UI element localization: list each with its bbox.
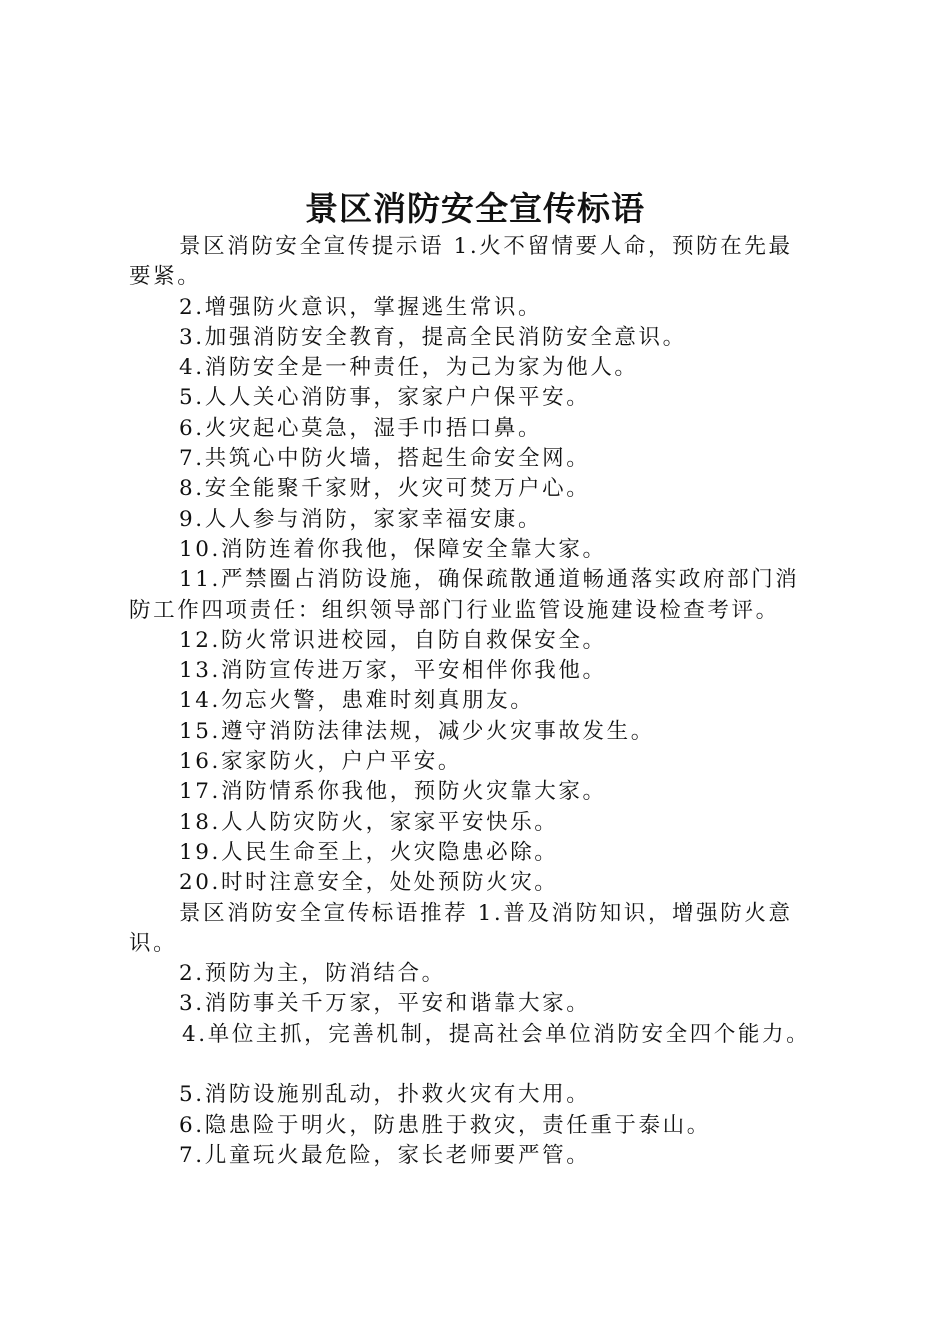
paragraph-line: 3.加强消防安全教育，提高全民消防安全意识。	[179, 324, 687, 350]
paragraph-line: 景区消防安全宣传提示语 1.火不留情要人命，预防在先最	[179, 234, 793, 259]
paragraph-line: 6.隐患险于明火，防患胜于救灾，责任重于泰山。	[179, 1112, 711, 1138]
paragraph-line: 17.消防情系你我他，预防火灾靠大家。	[179, 779, 607, 805]
paragraph-line: 8.安全能聚千家财，火灾可焚万户心。	[179, 476, 591, 502]
paragraph-line: 4.单位主抓，完善机制，提高社会单位消防安全四个能力。	[182, 1021, 811, 1047]
paragraph-line: 14.勿忘火警，患难时刻真朋友。	[179, 688, 535, 714]
paragraph-line: 4.消防安全是一种责任，为己为家为他人。	[179, 355, 639, 381]
paragraph-line: 9.人人参与消防，家家幸福安康。	[179, 506, 543, 532]
paragraph-line: 16.家家防火，户户平安。	[179, 749, 462, 775]
paragraph-line: 2.增强防火意识，掌握逃生常识。	[179, 294, 543, 320]
paragraph-line: 景区消防安全宣传标语推荐 1.普及消防知识，增强防火意	[179, 900, 793, 926]
paragraph-line: 12.防火常识进校园，自防自救保安全。	[179, 627, 607, 653]
paragraph-line: 5.消防设施别乱动，扑救火灾有大用。	[179, 1082, 591, 1108]
paragraph-line: 20.时时注意安全，处处预防火灾。	[179, 870, 559, 896]
paragraph-line: 5.人人关心消防事，家家户户保平安。	[179, 385, 591, 411]
paragraph-line: 6.火灾起心莫急，湿手巾捂口鼻。	[179, 415, 543, 441]
paragraph-line: 18.人人防灾防火，家家平安快乐。	[179, 809, 559, 835]
paragraph-line: 13.消防宣传进万家，平安相伴你我他。	[179, 658, 607, 684]
paragraph-line: 15.遵守消防法律法规，减少火灾事故发生。	[179, 718, 655, 744]
paragraph-line: 7.儿童玩火最危险，家长老师要严管。	[179, 1142, 591, 1168]
paragraph-line: 7.共筑心中防火墙，搭起生命安全网。	[179, 446, 591, 472]
paragraph-line: 11.严禁圈占消防设施，确保疏散通道畅通落实政府部门消	[179, 567, 800, 593]
paragraph-line: 10.消防连着你我他，保障安全靠大家。	[179, 536, 607, 562]
document-title: 景区消防安全宣传标语	[305, 189, 645, 228]
paragraph-line: 要紧。	[129, 264, 202, 290]
paragraph-line: 19.人民生命至上，火灾隐患必除。	[179, 839, 559, 865]
document-body	[129, 232, 844, 1171]
paragraph-line: 2.预防为主，防消结合。	[179, 961, 446, 987]
paragraph-line: 识。	[129, 930, 178, 956]
paragraph-line: 3.消防事关千万家，平安和谐靠大家。	[179, 991, 591, 1017]
paragraph-line: 防工作四项责任：组织领导部门行业监管设施建设检查考评。	[129, 597, 780, 623]
blank-line	[129, 1050, 844, 1080]
